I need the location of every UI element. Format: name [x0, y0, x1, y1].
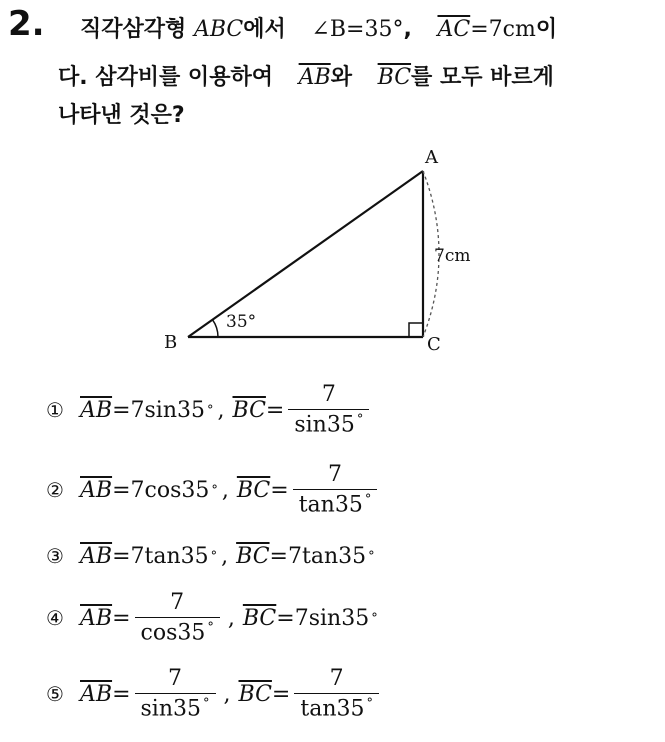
question-line-3: 나타낸 것은?: [58, 103, 185, 128]
choice-5[interactable]: [46, 666, 383, 722]
equals: =: [112, 477, 131, 503]
equals: =: [276, 605, 295, 631]
ab-fraction: [135, 666, 216, 721]
choice-2[interactable]: [46, 462, 381, 518]
degree: °: [210, 548, 218, 564]
choice-marker: ②: [46, 478, 64, 502]
ab-expression: 7tan35: [130, 543, 209, 569]
comma: ,: [223, 681, 231, 707]
question-line-1: [80, 12, 557, 43]
ab-fraction: [135, 590, 220, 645]
side-ab-line: [188, 171, 423, 337]
fraction-denominator: cos35 °: [135, 617, 220, 645]
choice-1[interactable]: [46, 382, 373, 438]
bc-lhs: $\overline{BC}$: [242, 605, 277, 631]
equals: =: [112, 681, 131, 707]
equals: =: [269, 543, 288, 569]
ab-lhs: $\overline{AB}$: [80, 543, 113, 569]
bc-lhs: $\overline{BC}$: [236, 477, 271, 503]
bc-lhs: $\overline{BC}$: [232, 397, 266, 423]
line2-text1: 다. 삼각비를 이용하여: [58, 65, 273, 90]
equals: =: [112, 605, 131, 631]
line1-text3: 이: [535, 17, 558, 42]
degree: °: [368, 548, 375, 564]
fraction-numerator: 7: [170, 590, 185, 616]
segment-ac: $\overline{AC}$: [437, 17, 471, 42]
fraction-numerator: 7: [329, 666, 344, 692]
angle-label: 35°: [226, 312, 257, 332]
comma: ,: [221, 477, 229, 503]
fraction-denominator: sin35 °: [288, 409, 369, 437]
angle-expression: ∠B=35°: [311, 17, 404, 42]
segment-ab: $\overline{AB}$: [298, 65, 331, 90]
comma: ,: [221, 543, 229, 569]
line1-text2: 에서: [243, 17, 286, 42]
equals: =: [271, 681, 291, 707]
ab-lhs: $\overline{AB}$: [80, 477, 113, 503]
line2-text2: 와: [330, 65, 352, 90]
fraction-numerator: 7: [321, 382, 336, 408]
line1-text1: 직각삼각형: [80, 17, 187, 42]
segment-bc: $\overline{BC}$: [377, 65, 412, 90]
choice-marker: ①: [46, 398, 64, 422]
equals: =: [265, 397, 285, 423]
right-angle-mark: [409, 323, 423, 337]
vertex-a-label: A: [425, 147, 438, 168]
degree: °: [211, 482, 218, 498]
equals: =: [270, 477, 289, 503]
ab-expression: 7sin35: [130, 397, 205, 423]
comma: ,: [227, 605, 235, 631]
triangle-name: ABC: [193, 17, 244, 42]
equals: =: [112, 397, 131, 423]
ab-expression: 7cos35: [130, 477, 210, 503]
bc-fraction: [294, 666, 379, 721]
fraction-numerator: 7: [168, 666, 182, 692]
equals: =: [112, 543, 131, 569]
vertex-b-label: B: [164, 332, 178, 353]
question-line-2: [58, 60, 554, 91]
bc-fraction: [288, 382, 369, 437]
ab-lhs: $\overline{AB}$: [80, 397, 113, 423]
separator: ,: [403, 17, 412, 42]
side-label: 7cm: [434, 246, 471, 266]
comma: ,: [217, 397, 225, 423]
bc-expression: 7tan35: [287, 543, 367, 569]
fraction-denominator: tan35 °: [294, 693, 379, 721]
bc-expression: 7sin35: [294, 605, 370, 631]
bc-lhs: $\overline{BC}$: [236, 543, 270, 569]
choice-marker: ③: [46, 544, 64, 568]
question-number: 2.: [8, 4, 45, 44]
fraction-denominator: sin35 °: [135, 693, 216, 721]
choice-3[interactable]: [46, 528, 375, 584]
bc-lhs: $\overline{BC}$: [238, 681, 272, 707]
bc-fraction: [293, 462, 378, 517]
choice-marker: ④: [46, 606, 64, 630]
degree: °: [371, 610, 378, 626]
choice-marker: ⑤: [46, 682, 64, 706]
degree: °: [207, 402, 214, 418]
vertex-c-label: C: [427, 334, 441, 355]
ab-lhs: $\overline{AB}$: [80, 605, 113, 631]
choice-4[interactable]: [46, 590, 378, 646]
ab-lhs: $\overline{AB}$: [80, 681, 113, 707]
triangle-figure: [150, 140, 530, 370]
fraction-denominator: tan35 °: [293, 489, 378, 517]
fraction-numerator: 7: [328, 462, 343, 488]
angle-arc: [213, 320, 219, 337]
line2-text3: 를 모두 바르게: [411, 65, 554, 90]
ac-value: =7cm: [470, 17, 536, 42]
